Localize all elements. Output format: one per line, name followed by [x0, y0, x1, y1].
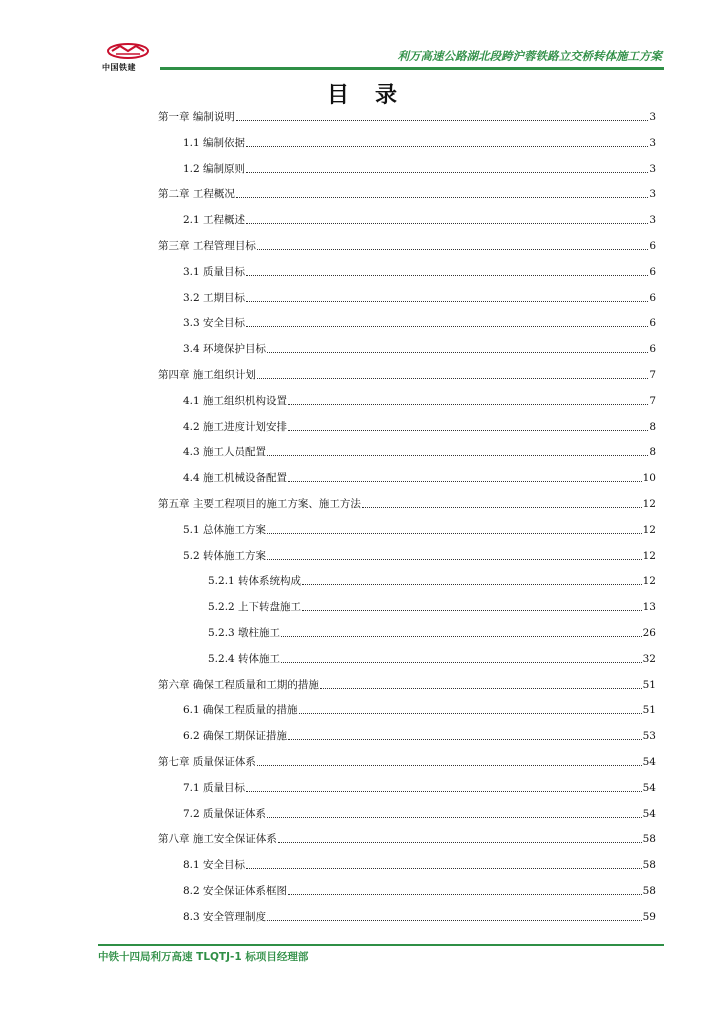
- toc-leader-dots: [267, 816, 642, 818]
- toc-entry[interactable]: [208, 572, 656, 588]
- toc-entry-page: 54: [642, 756, 656, 768]
- toc-entry[interactable]: [158, 676, 656, 692]
- toc-entry[interactable]: [183, 289, 656, 305]
- toc-leader-dots: [362, 506, 642, 508]
- toc-entry[interactable]: [183, 443, 656, 459]
- toc-entry[interactable]: [208, 598, 656, 614]
- toc-entry[interactable]: [183, 418, 656, 434]
- toc-entry[interactable]: [183, 160, 656, 176]
- toc-leader-dots: [281, 635, 642, 637]
- toc-entry-title: 7.2 质量保证体系: [183, 807, 267, 820]
- toc-entry-page: 3: [649, 188, 656, 201]
- toc-entry-title: 5.2.3 墩柱施工: [208, 627, 281, 639]
- logo-label: 中国铁建: [102, 63, 136, 72]
- toc-entry[interactable]: [183, 701, 656, 717]
- toc-entry-title: 6.1 确保工程质量的措施: [183, 704, 298, 717]
- toc-entry[interactable]: [183, 779, 656, 795]
- toc-entry-page: 51: [642, 704, 656, 717]
- toc-leader-dots: [246, 867, 642, 869]
- toc-leader-dots: [299, 712, 642, 714]
- toc-entry-title: 5.2.4 转体施工: [208, 652, 281, 665]
- toc-entry-page: 58: [642, 885, 656, 897]
- page-header: [98, 40, 664, 74]
- company-logo: [98, 42, 158, 74]
- toc-leader-dots: [246, 145, 648, 147]
- toc-entry[interactable]: [183, 469, 656, 485]
- toc-entry-title: 4.1 施工组织机构设置: [183, 394, 288, 407]
- toc-entry-title: 5.2.1 转体系统构成: [208, 575, 302, 588]
- toc-leader-dots: [246, 790, 642, 792]
- toc-entry[interactable]: [208, 650, 656, 666]
- toc-leader-dots: [302, 583, 642, 585]
- toc-entry[interactable]: [158, 753, 656, 769]
- page-footer: [98, 944, 664, 964]
- toc-leader-dots: [267, 919, 642, 921]
- toc-entry-page: 7: [649, 394, 656, 407]
- toc-leader-dots: [257, 764, 642, 766]
- toc-leader-dots: [257, 248, 648, 250]
- toc-entry-title: 4.3 施工人员配置: [183, 446, 267, 459]
- toc-entry-title: 5.2 转体施工方案: [183, 549, 267, 562]
- toc-leader-dots: [267, 351, 648, 353]
- toc-entry-page: 26: [642, 627, 656, 639]
- toc-entry[interactable]: [208, 624, 656, 640]
- toc-entry-page: 59: [642, 910, 656, 923]
- toc-entry-page: 6: [649, 343, 656, 356]
- toc-entry-title: 第五章 主要工程项目的施工方案、施工方法: [158, 498, 361, 510]
- toc-entry-page: 54: [642, 807, 656, 820]
- toc-entry-page: 32: [642, 652, 656, 665]
- toc-entry-page: 8: [649, 446, 656, 459]
- toc-entry-page: 51: [642, 678, 656, 691]
- toc-leader-dots: [288, 738, 642, 740]
- toc-leader-dots: [267, 454, 648, 456]
- toc-entry-title: 5.2.2 上下转盘施工: [208, 601, 302, 614]
- toc-entry[interactable]: [183, 392, 656, 408]
- toc-entry-title: 3.4 环境保护目标: [183, 343, 267, 356]
- toc-entry-title: 7.1 质量目标: [183, 781, 246, 794]
- toc-entry-title: 第四章 施工组织计划: [158, 369, 256, 381]
- toc-entry-title: 3.2 工期目标: [183, 291, 246, 304]
- toc-entry-page: 6: [649, 317, 656, 330]
- footer-organization: 中铁十四局利万高速 TLQTJ-1 标项目经理部: [98, 951, 309, 963]
- toc-entry[interactable]: [183, 908, 656, 924]
- toc-leader-dots: [246, 325, 648, 327]
- footer-divider: [98, 944, 664, 946]
- toc-entry-title: 5.1 总体施工方案: [183, 523, 267, 536]
- toc-entry-title: 1.1 编制依据: [183, 136, 246, 149]
- toc-entry[interactable]: [183, 882, 656, 898]
- toc-entry-page: 7: [649, 369, 656, 381]
- toc-entry-page: 54: [642, 781, 656, 794]
- toc-entry-page: 10: [642, 472, 656, 485]
- toc-leader-dots: [288, 480, 642, 482]
- toc-heading: 目录: [326, 83, 423, 108]
- toc-entry-title: 1.2 编制原则: [183, 162, 246, 175]
- toc-entry[interactable]: [183, 314, 656, 330]
- toc-leader-dots: [246, 274, 648, 276]
- toc-entry-page: 6: [649, 265, 656, 278]
- toc-entry-page: 12: [642, 498, 656, 510]
- crcc-logo-icon: [106, 42, 150, 60]
- toc-leader-dots: [320, 687, 642, 689]
- toc-entry-page: 12: [642, 523, 656, 536]
- toc-entry-title: 4.2 施工进度计划安排: [183, 420, 288, 433]
- toc-leader-dots: [246, 222, 648, 224]
- toc-entry-title: 8.3 安全管理制度: [183, 910, 267, 923]
- toc-entry-title: 第三章 工程管理目标: [158, 240, 256, 252]
- toc-entry-page: 6: [649, 240, 656, 252]
- toc-leader-dots: [281, 661, 642, 663]
- toc-entry-title: 8.2 安全保证体系框图: [183, 885, 288, 897]
- toc-entry-page: 3: [649, 162, 656, 175]
- toc-entry[interactable]: [183, 340, 656, 356]
- toc-leader-dots: [236, 196, 648, 198]
- toc-entry[interactable]: [158, 495, 656, 511]
- toc-entry[interactable]: [183, 521, 656, 537]
- toc-entry[interactable]: [183, 134, 656, 150]
- header-divider: [160, 67, 664, 70]
- toc-entry-title: 第八章 施工安全保证体系: [158, 833, 277, 846]
- toc-entry[interactable]: [158, 830, 656, 846]
- toc-entry-page: 58: [642, 833, 656, 846]
- toc-leader-dots: [257, 377, 648, 379]
- toc-leader-dots: [236, 119, 648, 121]
- toc-entry[interactable]: [183, 263, 656, 279]
- toc-entry-title: 第六章 确保工程质量和工期的措施: [158, 678, 319, 691]
- toc-entry-page: 12: [642, 575, 656, 588]
- toc-leader-dots: [288, 893, 642, 895]
- toc-leader-dots: [246, 300, 648, 302]
- toc-leader-dots: [302, 609, 642, 611]
- document-header-title: 利万高速公路湖北段跨沪蓉铁路立交桥转体施工方案: [397, 49, 662, 63]
- toc-entry-page: 8: [649, 420, 656, 433]
- toc-entry-page: 53: [642, 730, 656, 743]
- toc-leader-dots: [278, 841, 642, 843]
- toc-entry-title: 4.4 施工机械设备配置: [183, 472, 288, 485]
- toc-leader-dots: [246, 171, 648, 173]
- toc-entry-title: 6.2 确保工期保证措施: [183, 730, 288, 743]
- toc-entry-title: 3.1 质量目标: [183, 265, 246, 278]
- toc-entry-page: 13: [642, 601, 656, 614]
- toc-entry[interactable]: [158, 108, 656, 124]
- toc-entry-title: 第一章 编制说明: [158, 111, 235, 123]
- toc-entry-page: 12: [642, 549, 656, 562]
- toc-entry[interactable]: [183, 727, 656, 743]
- toc-entry[interactable]: [183, 856, 656, 872]
- toc-entry[interactable]: [158, 185, 656, 201]
- toc-entry[interactable]: [158, 237, 656, 253]
- toc-entry-page: 3: [649, 136, 656, 149]
- toc-entry-title: 第七章 质量保证体系: [158, 756, 256, 768]
- toc-entry[interactable]: [183, 211, 656, 227]
- toc-entry-title: 第二章 工程概况: [158, 188, 235, 201]
- toc-entry-page: 6: [649, 291, 656, 304]
- toc-entry[interactable]: [183, 805, 656, 821]
- toc-entry-page: 3: [649, 111, 656, 123]
- toc-entry[interactable]: [183, 547, 656, 563]
- toc-entry-title: 3.3 安全目标: [183, 317, 246, 330]
- toc-entry-title: 2.1 工程概述: [183, 214, 246, 227]
- toc-leader-dots: [288, 403, 648, 405]
- toc-entry-page: 58: [642, 859, 656, 872]
- toc-leader-dots: [267, 532, 642, 534]
- toc-entry[interactable]: [158, 366, 656, 382]
- toc-leader-dots: [267, 558, 642, 560]
- toc-entry-page: 3: [649, 214, 656, 227]
- toc-entry-title: 8.1 安全目标: [183, 859, 246, 872]
- toc-leader-dots: [288, 429, 648, 431]
